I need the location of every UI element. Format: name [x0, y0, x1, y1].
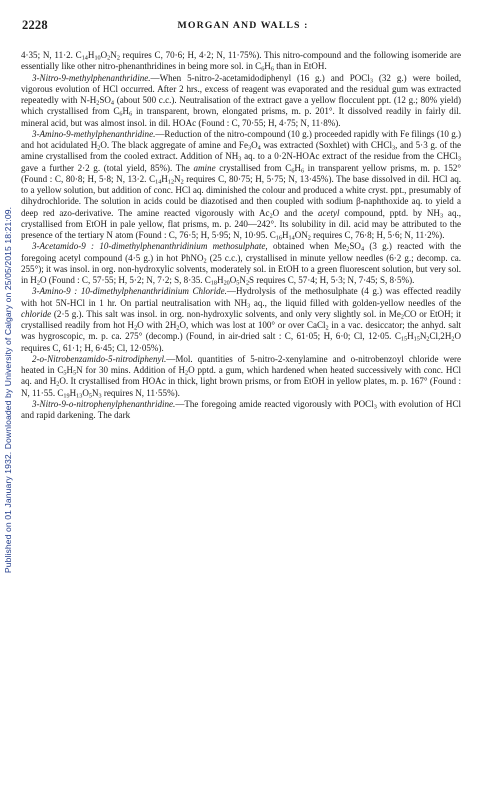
paragraph-nitro-methylphenanthridine: 3-Nitro-9-methylphenanthridine.—When 5-nitro-2-acetamidodiphenyl (16 g.) and POCl$_3$ (32 g.) were boiled, vigorous evolution of HCl occurred. After 2 hrs., excess of reagent was evaporated and the residual gum was extracted repeatedly with $N-H_2SO_4$ (about 500 c.c.). Neutralisation of the extract gave a yellow flocculent ppt. (12 g.; 80% yield) which crystallised from $C_6H_6$ in transparent, brown, elongated prisms, m. p. 201°. It dissolved readily in fairly dil. mineral acid, but was almost insol. in dil. HOAc (Found : C, 70·55; H, 4·75; N, 11·8%).	[21, 72, 461, 128]
compound-title: 2-o-Nitrobenzamido-5-nitrodiphenyl.	[32, 353, 167, 364]
paragraph-amino-chloride: 3-Amino-9 : 10-dimethylphenanthridinium Chloride.—Hydrolysis of the methosulphate (4 g.) was effected readily with hot 5N-HCl in 1 hr. On partial neutralisation with $NH_3$ aq., the liquid filled with golden-yellow needles of the chloride (2·5 g.). This salt was insol. in org. non-hydroxylic solvents, and only very slightly sol. in $Me_2CO$ or EtOH; it crystallised readily from hot $H_2O$ with $2H_2O$, which was lost at 100° or over CaCl$_2$ in a vac. desiccator; the anhyd. salt was hygroscopic, m. p. ca. 275° (decomp.) (Found, in air-dried salt : C, 61·05; H, 6·0; Cl, 12·05. $C_{15}H_{15}N_2Cl,2H_2O$ requires C, 61·1; H, 6·45; Cl, 12·05%).	[21, 286, 462, 353]
paragraph-1: 4·35; N, 11·2. $C_{14}H_{10}O_2N_2$ requires C, 70·6; H, 4·2; N, 11·75%). This nitro-compound and the following isomeride are essentially like other nitro-phenanthridines in being more sol. in $C_6H_6$ than in EtOH.	[21, 50, 461, 73]
running-head: MORGAN AND WALLS :	[177, 20, 309, 31]
download-notice-sidebar	[1, 70, 15, 710]
paragraph-nitro-nitrophenylphenanthridine: 3-Nitro-9-o-nitrophenylphenanthridine.—The foregoing amide reacted vigorously with POCl$_3$ with evolution of HCl and rapid darkening. The dark	[21, 398, 461, 420]
paragraph-nitrobenzamido-nitrodiphenyl: 2-o-Nitrobenzamido-5-nitrodiphenyl.—Mol. quantities of 5-nitro-2-xenylamine and o-nitrobenzoyl chloride were heated in $C_5H_5N$ for 30 mins. Addition of $H_2O$ pptd. a gum, which hardened when heated successively with conc. HCl aq. and $H_2O$. It crystallised from HOAc in thick, light brown prisms, or from EtOH in yellow plates, m. p. 167° (Found : N, 11·55. $C_{19}H_{13}O_5N_3$ requires N, 11·55%).	[21, 353, 462, 400]
page-header	[22, 18, 464, 34]
compound-title: 3-Nitro-9-methylphenanthridine.	[32, 72, 151, 83]
compound-title: 3-Amino-9 : 10-dimethylphenanthridinium Chloride.	[32, 286, 227, 297]
download-notice-text: Published on 01 January 1932. Downloaded by University of Calgary on 25/05/2015 18:21:09.	[3, 206, 13, 574]
compound-title: 3-Nitro-9-o-nitrophenylphenanthridine.	[32, 398, 176, 409]
compound-title: 3-Acetamido-9 : 10-dimethylphenanthridinium methosulphate	[32, 241, 266, 252]
article-body	[21, 50, 461, 421]
paragraph-amino-methylphenanthridine: 3-Amino-9-methylphenanthridine.—Reduction of the nitro-compound (10 g.) proceeded rapidly with Fe filings (10 g.) and hot acidulated $H_2O$. The black aggregate of amine and $Fe_3O_4$ was extracted (Soxhlet) with CHCl$_3$, and 5·3 g. of the amine crystallised from the cooled extract. Addition of $NH_3$ aq. to a 0·2N-HOAc extract of the residue from the CHCl$_3$ gave a further 2·2 g. (total yield, 85%). The amine crystallised from $C_6H_6$ in transparent yellow prisms, m. p. 152° (Found : C, 80·8; H, 5·8; N, 13·2. $C_{14}H_{12}N_2$ requires C, 80·75; H, 5·75; N, 13·45%). The base dissolved in dil. HCl aq. to a yellow solution, but addition of conc. HCl aq. diminished the colour and produced a white cryst. ppt., presumably of dihydrochloride. The solution in acids could be diazotised and then coupled with sodium β-naphthoxide aq. to yield a deep red azo-derivative. The amine reacted vigorously with $Ac_2O$ and the acetyl compound, pptd. by $NH_3$ aq., crystallised from EtOH in pale yellow, flat prisms, m. p. 240—242°. Its solubility in dil. acid may be attributed to the presence of the tertiary N atom (Found : C, 76·5; H, 5·95; N, 10·95. $C_{16}H_{14}ON_2$ requires C, 76·8; H, 5·6; N, 11·2%).	[21, 128, 462, 242]
paragraph-acetamido-methosulphate: 3-Acetamido-9 : 10-dimethylphenanthridinium methosulphate, obtained when $Me_2SO_4$ (3 g.) reacted with the foregoing acetyl compound (4·5 g.) in hot PhNO$_2$ (25 c.c.), crystallised in minute yellow needles (6·2 g.; decomp. ca. 255°); it was insol. in org. non-hydroxylic solvents, moderately sol. in EtOH to a green fluorescent solution, but very sol. in $H_2O$ (Found : C, 57·55; H, 5·2; N, 7·2; S, 8·35. $C_{18}H_{20}O_5N_2S$ requires C, 57·4; H, 5·3; N, 7·45; S, 8·5%).	[21, 241, 462, 287]
page-number: 2228	[22, 18, 48, 32]
compound-title: 3-Amino-9-methylphenanthridine.	[32, 128, 156, 139]
